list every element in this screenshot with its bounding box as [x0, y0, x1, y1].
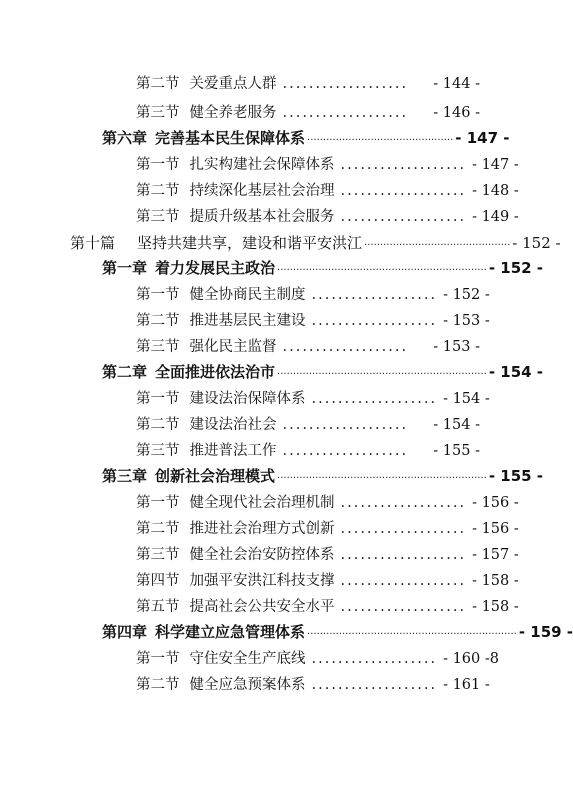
page-number: - 147 - [455, 129, 510, 147]
entry-title: 着力发展民主政治 [155, 259, 276, 277]
entry-title: 健全养老服务 [189, 105, 277, 121]
page-number: - 154 - [443, 391, 490, 407]
page-number: - 152 - [488, 259, 544, 277]
toc-entry-section[interactable] [136, 205, 519, 229]
dot-leader: ................... [340, 183, 467, 199]
dot-leader: .................................................................. [307, 626, 517, 637]
toc-entry-section[interactable] [136, 543, 519, 567]
entry-number: 第一节 [136, 391, 180, 407]
toc-entry-section[interactable] [136, 335, 480, 359]
page-number: - 152 - [512, 234, 561, 252]
toc-entry-chapter[interactable] [102, 256, 544, 280]
entry-title: 提高社会公共安全水平 [189, 599, 335, 615]
page-number: - 158 - [472, 573, 519, 589]
entry-number: 第一节 [136, 651, 180, 667]
entry-title: 健全协商民主制度 [189, 287, 306, 303]
dot-leader: ................... [340, 599, 467, 615]
entry-title: 推进社会治理方式创新 [189, 521, 335, 537]
page-number: - 144 - [433, 76, 480, 92]
entry-title: 建设法治保障体系 [189, 391, 306, 407]
page-number: - 155 - [433, 443, 480, 459]
toc-entry-section[interactable] [136, 647, 499, 671]
page-number: - 152 - [443, 287, 490, 303]
page-number: - 149 - [472, 209, 519, 225]
entry-title: 强化民主监督 [189, 339, 277, 355]
entry-number: 第一章 [102, 259, 148, 277]
page-number: - 146 - [433, 105, 480, 121]
page-number: - 156 - [472, 521, 519, 537]
entry-title: 关爱重点人群 [189, 76, 277, 92]
toc-entry-section[interactable] [136, 101, 480, 125]
dot-leader: ................... [311, 651, 438, 667]
dot-leader: ................... [340, 521, 467, 537]
entry-title: 建设法治社会 [189, 417, 277, 433]
dot-leader: ................... [282, 443, 409, 459]
entry-title: 提质升级基本社会服务 [189, 209, 335, 225]
entry-title: 健全应急预案体系 [189, 677, 306, 693]
entry-title: 加强平安洪江科技支撑 [189, 573, 335, 589]
page-number: - 154 - [488, 363, 544, 381]
toc-entry-chapter[interactable] [102, 126, 510, 150]
page-number: - 159 - [518, 623, 573, 641]
page-number: - 153 - [433, 339, 480, 355]
entry-title: 全面推进依法治市 [155, 363, 276, 381]
page-number: - 156 - [472, 495, 519, 511]
dot-leader: .............................................. [307, 132, 454, 143]
entry-number: 第二节 [136, 313, 180, 329]
page-number: - 158 - [472, 599, 519, 615]
toc-entry-section[interactable] [136, 517, 519, 541]
entry-title: 健全社会治安防控体系 [189, 547, 335, 563]
entry-number: 第一节 [136, 287, 180, 303]
entry-number: 第五节 [136, 599, 180, 615]
dot-leader: ................... [282, 417, 409, 433]
entry-number: 第四节 [136, 573, 180, 589]
page-number: - 153 - [443, 313, 490, 329]
entry-number: 第四章 [102, 623, 148, 641]
entry-title: 扎实构建社会保障体系 [189, 157, 335, 173]
toc-entry-section[interactable] [136, 413, 480, 437]
entry-number: 第三节 [136, 339, 180, 355]
dot-leader: ................... [340, 547, 467, 563]
toc-entry-section[interactable] [136, 673, 490, 697]
entry-title: 坚持共建共享，建设和谐平安洪江 [137, 234, 363, 252]
toc-entry-section[interactable] [136, 387, 490, 411]
dot-leader: ................... [340, 573, 467, 589]
entry-number: 第二章 [102, 363, 148, 381]
dot-leader: ................... [311, 313, 438, 329]
dot-leader: ................... [282, 105, 409, 121]
dot-leader: .............................................. [364, 237, 511, 248]
page-number: - 147 - [472, 157, 519, 173]
entry-number: 第二节 [136, 521, 180, 537]
entry-number: 第三节 [136, 105, 180, 121]
entry-number: 第三章 [102, 467, 148, 485]
page-number: - 154 - [433, 417, 480, 433]
toc-entry-section[interactable] [136, 283, 490, 307]
page-number: - 148 - [472, 183, 519, 199]
entry-title: 创新社会治理模式 [155, 467, 276, 485]
entry-title: 推进基层民主建设 [189, 313, 306, 329]
dot-leader: .................................................................. [277, 366, 487, 377]
entry-title: 健全现代社会治理机制 [189, 495, 335, 511]
entry-title: 完善基本民生保障体系 [155, 129, 306, 147]
dot-leader: ................... [282, 76, 409, 92]
toc-entry-chapter[interactable] [102, 360, 544, 384]
entry-title: 科学建立应急管理体系 [155, 623, 306, 641]
page-number: - 160 -8 [443, 651, 499, 667]
toc-entry-section[interactable] [136, 439, 480, 463]
toc-entry-part[interactable] [70, 231, 561, 255]
toc-entry-section[interactable] [136, 179, 519, 203]
dot-leader: ................... [311, 391, 438, 407]
entry-title: 推进普法工作 [189, 443, 277, 459]
toc-entry-section[interactable] [136, 309, 490, 333]
entry-number: 第一节 [136, 157, 180, 173]
entry-number: 第十篇 [70, 234, 116, 252]
entry-title: 守住安全生产底线 [189, 651, 306, 667]
entry-number: 第二节 [136, 417, 180, 433]
entry-number: 第六章 [102, 129, 148, 147]
page-number: - 157 - [472, 547, 519, 563]
page-number: - 161 - [443, 677, 490, 693]
entry-number: 第二节 [136, 183, 180, 199]
toc-entry-chapter[interactable] [102, 464, 544, 488]
entry-title: 持续深化基层社会治理 [189, 183, 335, 199]
toc-entry-section[interactable] [136, 491, 519, 515]
dot-leader: .................................................................. [277, 470, 487, 481]
toc-entry-section[interactable] [136, 595, 519, 619]
dot-leader: ................... [340, 209, 467, 225]
entry-number: 第二节 [136, 76, 180, 92]
dot-leader: ................... [340, 157, 467, 173]
entry-number: 第三节 [136, 209, 180, 225]
entry-number: 第三节 [136, 547, 180, 563]
toc-entry-chapter[interactable] [102, 620, 573, 644]
page-number: - 155 - [488, 467, 544, 485]
dot-leader: .................................................................. [277, 262, 487, 273]
entry-number: 第三节 [136, 443, 180, 459]
toc-entry-section[interactable] [136, 72, 480, 96]
dot-leader: ................... [340, 495, 467, 511]
dot-leader: ................... [282, 339, 409, 355]
dot-leader: ................... [311, 287, 438, 303]
toc-entry-section[interactable] [136, 569, 519, 593]
entry-number: 第二节 [136, 677, 180, 693]
entry-number: 第一节 [136, 495, 180, 511]
dot-leader: ................... [311, 677, 438, 693]
toc-entry-section[interactable] [136, 153, 519, 177]
